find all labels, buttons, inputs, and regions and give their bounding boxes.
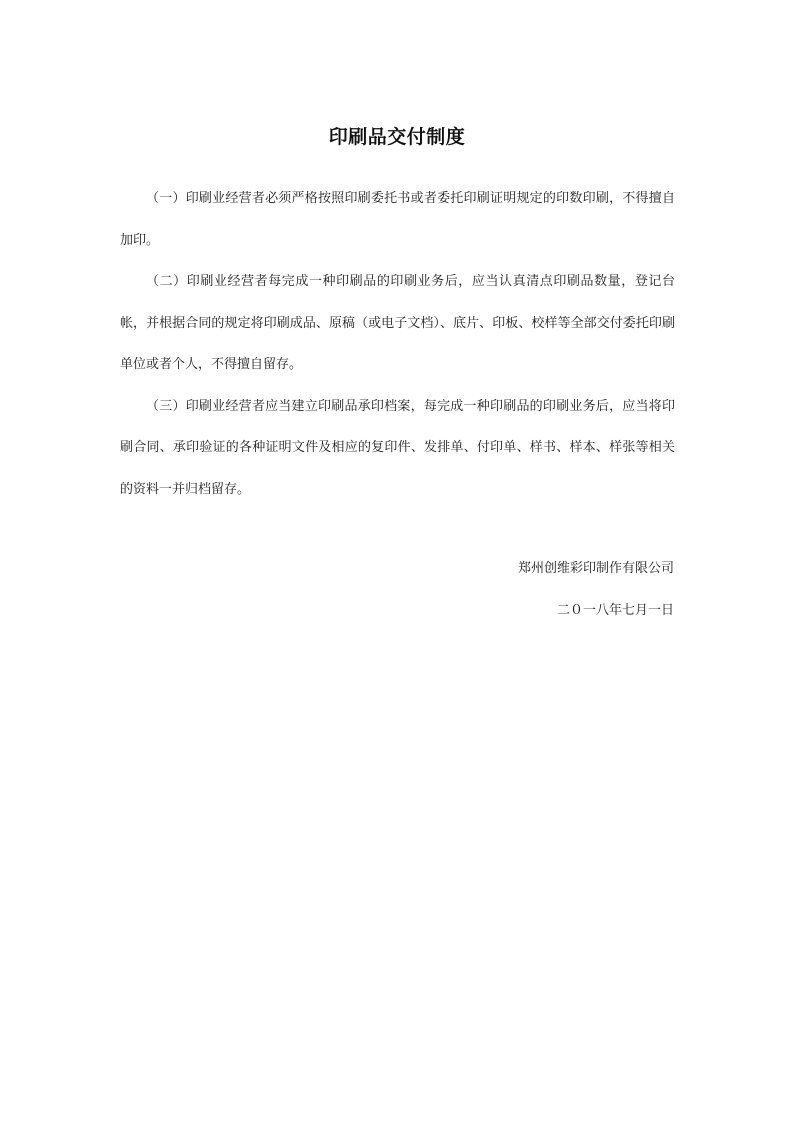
company-signature: 郑州创维彩印制作有限公司: [517, 561, 674, 576]
paragraph-2: （二）印刷业经营者每完成一种印刷品的印刷业务后，应当认真清点印刷品数量，登记台帐，并根据合同的规定将印刷成品、原稿（或电子文档）、底片、印板、校样等全部交付委托印刷单位或者个人，不得擅自留存。: [120, 274, 675, 372]
document-date: 二０一八年七月一日: [556, 603, 674, 618]
document-body: [120, 178, 675, 510]
paragraph-1: （一）印刷业经营者必须严格按照印刷委托书或者委托印刷证明规定的印数印刷，不得擅自加印。: [120, 191, 675, 248]
page-title: 印刷品交付制度: [328, 126, 466, 148]
paragraph-3: （三）印刷业经营者应当建立印刷品承印档案，每完成一种印刷品的印刷业务后，应当将印刷合同、承印验证的各种证明文件及相应的复印件、发排单、付印单、样书、样本、样张等相关的资料一并归档留存。: [120, 398, 675, 497]
